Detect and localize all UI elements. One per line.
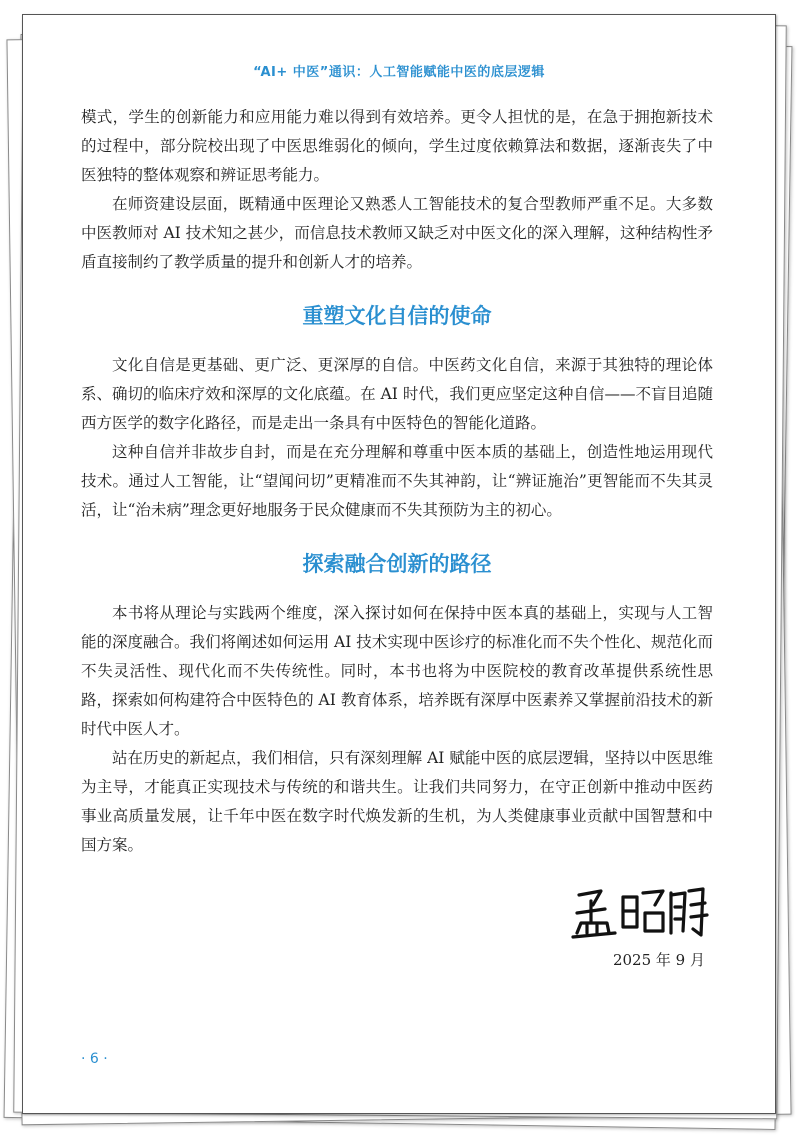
body-paragraph: 站在历史的新起点，我们相信，只有深刻理解 AI 赋能中医的底层逻辑，坚持以中医思维为主导，才能真正实现技术与传统的和谐共生。让我们共同努力，在守正创新中推动中医药事业高质量发展，让千年中医在数字时代焕发新的生机，为人类健康事业贡献中国智慧和中国方案。 [81, 749, 713, 854]
handwritten-signature [571, 883, 711, 943]
body-paragraph: 在师资建设层面，既精通中医理论又熟悉人工智能技术的复合型教师严重不足。大多数中医教师对 AI 技术知之甚少，而信息技术教师又缺乏对中医文化的深入理解，这种结构性矛盾直接制约了教学质量的提升和创新人才的培养。 [81, 195, 713, 271]
body-paragraph: 本书将从理论与实践两个维度，深入探讨如何在保持中医本真的基础上，实现与人工智能的深度融合。我们将阐述如何运用 AI 技术实现中医诊疗的标准化而不失个性化、规范化而不失灵活性、现代化而不失传统性。同时，本书也将为中医院校的教育改革提供系统性思路，探索如何构建符合中医特色的 AI 教育体系，培养既有深厚中医素养又掌握前沿技术的新时代中医人才。 [81, 604, 713, 738]
section-heading-integration-path: 探索融合创新的路径 [302, 552, 492, 576]
section-heading-cultural-confidence: 重塑文化自信的使命 [302, 304, 492, 328]
running-header: “AI+ 中医”通识：人工智能赋能中医的底层逻辑 [253, 65, 545, 80]
signature-date: 2025 年 9 月 [612, 951, 705, 969]
page-content [81, 103, 713, 860]
body-paragraph: 文化自信是更基础、更广泛、更深厚的自信。中医药文化自信，来源于其独特的理论体系、确切的临床疗效和深厚的文化底蕴。在 AI 时代，我们更应坚定这种自信——不盲目追随西方医学的数字化路径，而是走出一条具有中医特色的智能化道路。 [81, 356, 713, 432]
page-number: · 6 · [81, 1051, 108, 1067]
body-paragraph: 模式，学生的创新能力和应用能力难以得到有效培养。更令人担忧的是，在急于拥抱新技术的过程中，部分院校出现了中医思维弱化的倾向，学生过度依赖算法和数据，逐渐丧失了中医独特的整体观察和辨证思考能力。 [81, 108, 713, 184]
body-paragraph: 这种自信并非故步自封，而是在充分理解和尊重中医本质的基础上，创造性地运用现代技术。通过人工智能，让“望闻问切”更精准而不失其神韵，让“辨证施治”更智能而不失其灵活，让“治未病”理念更好地服务于民众健康而不失其预防为主的初心。 [81, 443, 713, 519]
document-page [22, 14, 776, 1114]
